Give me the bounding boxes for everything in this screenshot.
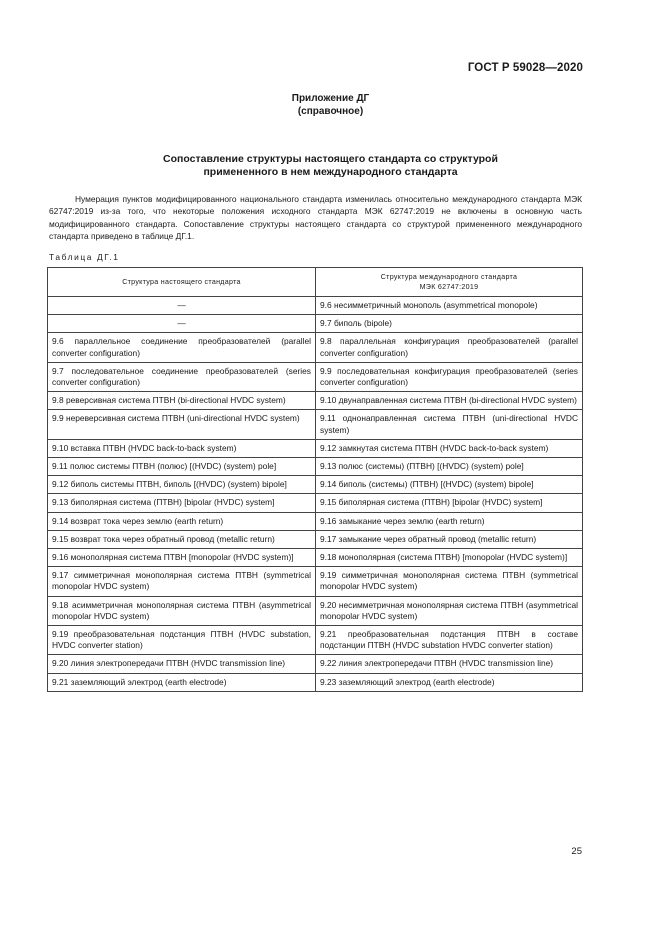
cell-national: 9.21 заземляющий электрод (earth electrode) <box>48 673 316 691</box>
appendix-title: Приложение ДГ <box>291 93 370 104</box>
cell-national: 9.20 линия электропередачи ПТВН (HVDC transmission line) <box>48 655 316 673</box>
cell-international: 9.6 несимметричный монополь (asymmetrical monopole) <box>316 297 583 315</box>
appendix-block <box>0 93 661 118</box>
cell-international: 9.18 монополярная (система ПТВН) [monopolar (HVDC system)] <box>316 549 583 567</box>
cell-national: 9.19 преобразовательная подстанция ПТВН (HVDC substation, HVDC converter station) <box>48 626 316 655</box>
cell-international: 9.21 преобразовательная подстанция ПТВН в составе подстанции ПТВН (HVDC substation HVDC converter station) <box>316 626 583 655</box>
cell-national: 9.13 биполярная система (ПТВН) [bipolar (HVDC) system] <box>48 494 316 512</box>
cell-national: 9.14 возврат тока через землю (earth return) <box>48 512 316 530</box>
cell-international: 9.8 параллельная конфигурация преобразователей (parallel converter configuration) <box>316 333 583 362</box>
table-row <box>48 494 583 512</box>
table-row <box>48 439 583 457</box>
cell-international: 9.15 биполярная система (ПТВН) [bipolar (HVDC) system] <box>316 494 583 512</box>
table-row <box>48 297 583 315</box>
table-row <box>48 530 583 548</box>
table-row <box>48 410 583 439</box>
heading-line-2: примененного в нем международного стандарта <box>203 166 458 179</box>
table-body <box>48 297 583 692</box>
intro-paragraph: Нумерация пунктов модифицированного национального стандарта изменилась относительно международного стандарта МЭК 62747:2019 из-за того, что некоторые положения исходного стандарта МЭК 62747:2019 не включены в основную часть модифицированного стандарта. Сопоставление структуры настоящего стандарта со структурой примененного международного стандарта приведено в таблице ДГ.1. <box>49 194 582 241</box>
cell-national: 9.7 последовательное соединение преобразователей (series converter configuration) <box>48 362 316 391</box>
cell-international: 9.20 несимметричная монополярная система ПТВН (asymmetrical monopolar HVDC system) <box>316 596 583 625</box>
table-row <box>48 333 583 362</box>
table-row <box>48 392 583 410</box>
cell-national: 9.15 возврат тока через обратный провод (metallic return) <box>48 530 316 548</box>
cell-international: 9.12 замкнутая система ПТВН (HVDC back-to-back system) <box>316 439 583 457</box>
appendix-subtitle: (справочное) <box>297 105 364 117</box>
cell-international: 9.22 линия электропередачи ПТВН (HVDC transmission line) <box>316 655 583 673</box>
cell-international: 9.10 двунаправленная система ПТВН (bi-directional HVDC system) <box>316 392 583 410</box>
table-header-row <box>48 268 583 297</box>
table-row <box>48 549 583 567</box>
table-row <box>48 567 583 596</box>
cell-national: — <box>48 315 316 333</box>
cell-international: 9.23 заземляющий электрод (earth electrode) <box>316 673 583 691</box>
cell-international: 9.9 последовательная конфигурация преобразователей (series converter configuration) <box>316 362 583 391</box>
table-row <box>48 596 583 625</box>
cell-international: 9.19 симметричная монополярная система ПТВН (symmetrical monopolar HVDC system) <box>316 567 583 596</box>
section-heading <box>0 153 661 179</box>
table-row <box>48 626 583 655</box>
cell-national: 9.18 асимметричная монополярная система ПТВН (asymmetrical monopolar HVDC system) <box>48 596 316 625</box>
cell-national: 9.6 параллельное соединение преобразователей (parallel converter configuration) <box>48 333 316 362</box>
cell-international: 9.7 биполь (bipole) <box>316 315 583 333</box>
cell-national: 9.10 вставка ПТВН (HVDC back-to-back system) <box>48 439 316 457</box>
header-international-structure <box>316 268 583 297</box>
document-code: ГОСТ Р 59028—2020 <box>467 62 583 74</box>
table-label: Таблица ДГ.1 <box>49 252 120 262</box>
cell-international: 9.11 однонаправленная система ПТВН (uni-directional HVDC system) <box>316 410 583 439</box>
header-international-line-2: МЭК 62747:2019 <box>419 283 479 291</box>
cell-international: 9.13 полюс (системы) (ПТВН) [(HVDC) (system) pole] <box>316 458 583 476</box>
cell-national: 9.17 симметричная монополярная система ПТВН (symmetrical monopolar HVDC system) <box>48 567 316 596</box>
cell-national: 9.9 нереверсивная система ПТВН (uni-directional HVDC system) <box>48 410 316 439</box>
table-row <box>48 458 583 476</box>
page-number: 25 <box>571 846 582 857</box>
header-international-line-1: Структура международного стандарта <box>380 273 518 281</box>
table-row <box>48 315 583 333</box>
cell-international: 9.17 замыкание через обратный провод (metallic return) <box>316 530 583 548</box>
table-row <box>48 476 583 494</box>
heading-line-1: Сопоставление структуры настоящего стандарта со структурой <box>163 153 498 165</box>
cell-international: 9.16 замыкание через землю (earth return) <box>316 512 583 530</box>
table-row <box>48 362 583 391</box>
table-row <box>48 655 583 673</box>
comparison-table <box>47 267 583 692</box>
cell-national: 9.11 полюс системы ПТВН (полюс) [(HVDC) (system) pole] <box>48 458 316 476</box>
cell-national: 9.8 реверсивная система ПТВН (bi-directional HVDC system) <box>48 392 316 410</box>
cell-national: 9.12 биполь системы ПТВН, биполь [(HVDC) (system) bipole] <box>48 476 316 494</box>
table-row <box>48 673 583 691</box>
table-row <box>48 512 583 530</box>
cell-national: — <box>48 297 316 315</box>
cell-international: 9.14 биполь (системы) (ПТВН) [(HVDC) (system) bipole] <box>316 476 583 494</box>
cell-national: 9.16 монополярная система ПТВН [monopolar (HVDC system)] <box>48 549 316 567</box>
header-national-structure: Структура настоящего стандарта <box>48 268 316 297</box>
